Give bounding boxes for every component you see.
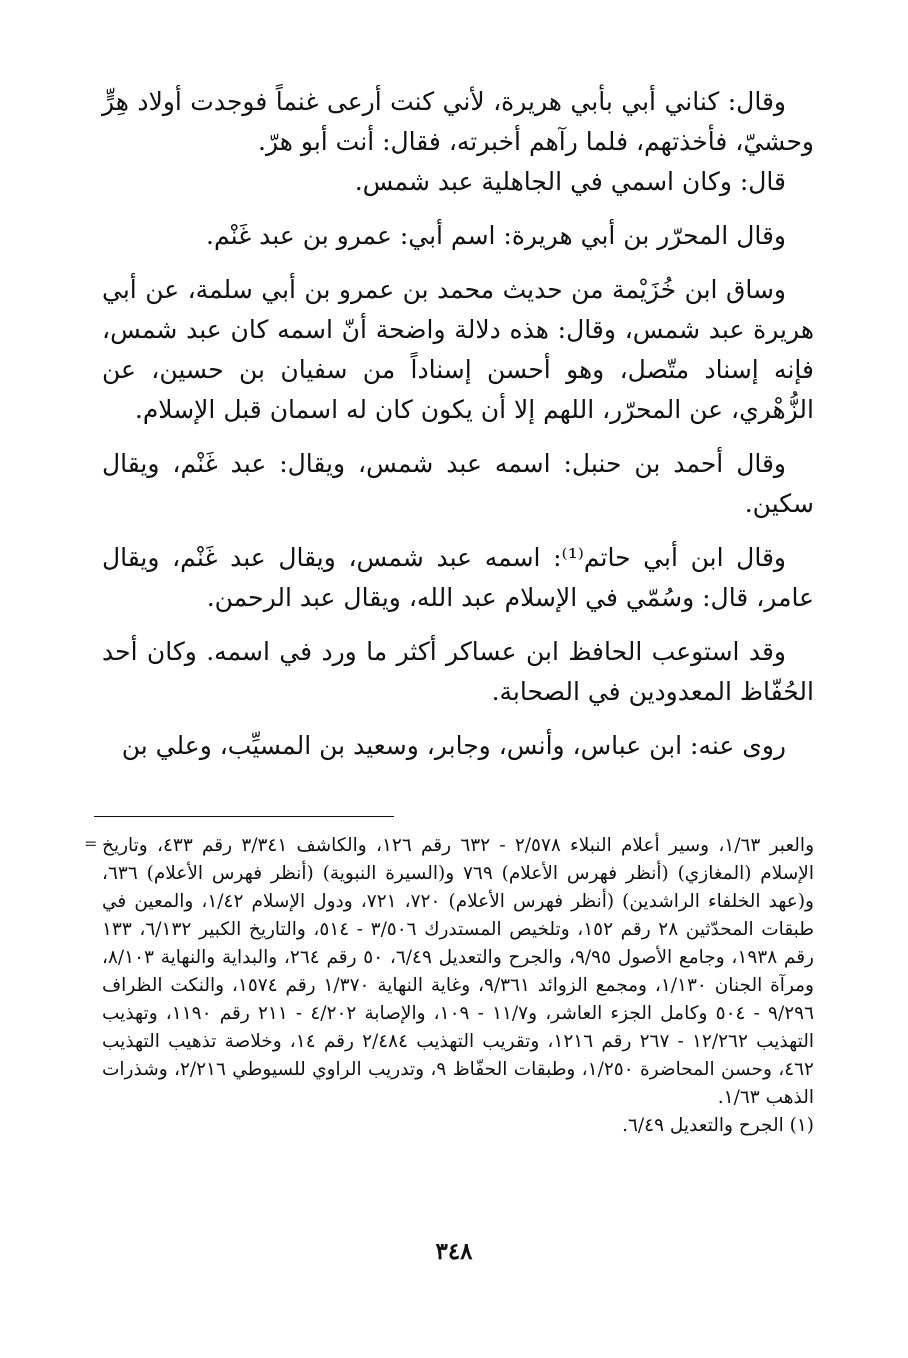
main-body-text [102,82,814,766]
page-number: ٣٤٨ [435,1238,473,1265]
footnote-item [102,1112,814,1140]
footnote-continuation-mark: = [84,834,98,853]
footnote-continued-references: والعبر ١/٦٣، وسير أعلام النبلاء ٢/٥٧٨ - ٦٣٢ رقم ١٢٦، والكاشف ٣/٣٤١ رقم ٤٣٣، وتاريخ الإسلام (المغازي) (أنظر فهرس الأعلام) ٧٦٩ و(السيرة النبوية) (أنظر فهرس الأعلام) ٦٣٦، و(عهد الخلفاء الراشدين) (أنظر فهرس الأعلام) ٧٢٠، ٧٢١، ودول الإسلام ١/٤٢، والمعين في طبقات المحدّثين ٢٨ رقم ١٥٢، وتلخيص المستدرك ٣/٥٠٦ - ٥١٤، والتاريخ الكبير ٦/١٣٢، ١٣٣ رقم ١٩٣٨، وجامع الأصول ٩/٩٥، والجرح والتعديل ٦/٤٩، ٥٠ رقم ٢٦٤، والبداية والنهاية ٨/١٠٣، ومرآة الجنان ١/١٣٠، ومجمع الزوائد ٩/٣٦١، وغاية النهاية ١/٣٧٠ رقم ١٥٧٤، والنكت الظراف ٩/٢٩٦ - ٥٠٤ وكامل الجزء العاشر، و١١/٧ - ١٠٩، والإصابة ٤/٢٠٢ - ٢١١ رقم ١١٩٠، وتهذيب التهذيب ١٢/٢٦٢ - ٢٦٧ رقم ١٢١٦، وتقريب التهذيب ٢/٤٨٤ رقم ١٤، وخلاصة تذهيب التهذيب ٤٦٢، وحسن المحاضرة ١/٢٥٠، وطبقات الحفّاظ ٩، وتدريب الراوي للسيوطي ٢/٢١٦، وشذرات الذهب ١/٦٣. [102,835,815,1108]
footnote-text: الجرح والتعديل ٦/٤٩. [622,1115,784,1136]
paragraph-narrators: روى عنه: ابن عباس، وأنس، وجابر، وسعيد بن المسيِّب، وعلي بن [121,731,786,760]
paragraph-muharrar: وقال المحرّر بن أبي هريرة: اسم أبي: عمرو بن عبد غَنْم. [206,221,786,250]
footnote-separator [94,816,394,817]
paragraph-ibn-asakir: وقد استوعب الحافظ ابن عساكر أكثر ما ورد في اسمه. وكان أحد الحُفّاظ المعدودين في الصحابة. [102,637,814,706]
paragraph-ahmad-ibn-hanbal: وقال أحمد بن حنبل: اسمه عبد شمس، ويقال: عبد غَنْم، ويقال سكين. [102,449,814,518]
paragraph-ibn-khuzayma: وساق ابن خُزَيْمة من حديث محمد بن عمرو بن أبي سلمة، عن أبي هريرة عبد شمس، وقال: هذه دلالة واضحة أنّ اسمه كان عبد شمس، فإنه إسناد متّصل، وهو أحسن إسناداً من سفيان بن حسين، عن الزُّهْري، عن المحرّر، اللهم إلا أن يكون كان له اسمان قبل الإسلام. [102,275,814,424]
paragraph-jahiliyya-name: قال: وكان اسمي في الجاهلية عبد شمس. [354,167,786,196]
footnote-marker: (١) [789,1115,814,1136]
footnotes-section [102,832,814,1140]
paragraph-kunya: وقال: كناني أبي بأبي هريرة، لأني كنت أرعى غنماً فوجدت أولاد هِرٍّ وحشيّ، فأخذتهم، فلما رآهم أخبرته، فقال: أنت أبو هرّ. [102,87,814,156]
paragraph-ibn-abi-hatim: وقال ابن أبي حاتم⁽¹⁾: اسمه عبد شمس، ويقال عبد غَنْم، ويقال عامر، قال: وسُمّي في الإسلام عبد الله، ويقال عبد الرحمن. [102,543,814,612]
